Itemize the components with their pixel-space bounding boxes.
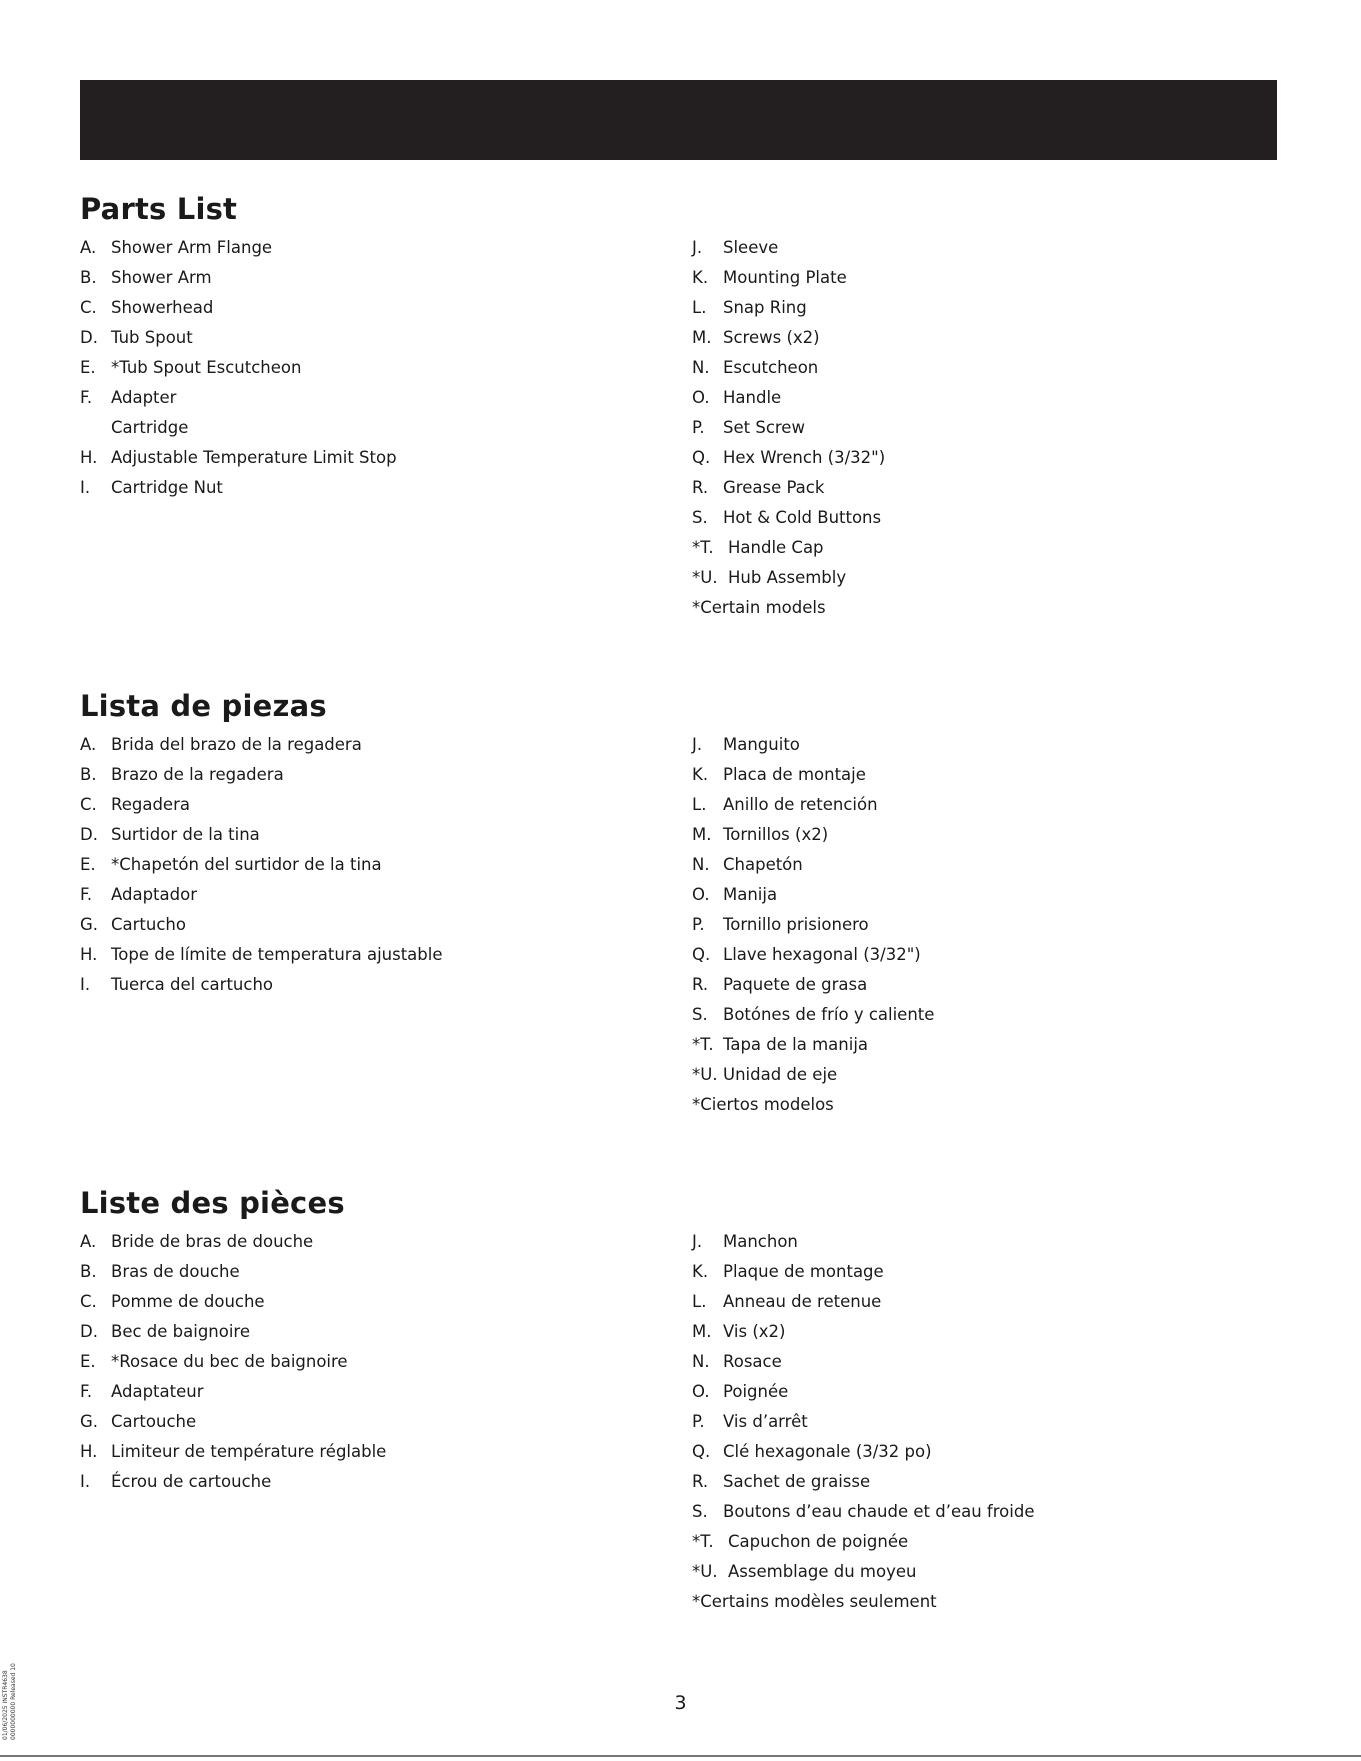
list-item: [692, 730, 934, 760]
item-text: Screws (x2): [723, 328, 820, 347]
list-item: [692, 263, 885, 293]
list-item: [80, 820, 443, 850]
list-item: [80, 1467, 386, 1497]
list-item: [80, 1287, 386, 1317]
item-letter: [80, 413, 111, 443]
item-letter: E.: [80, 1352, 96, 1371]
item-text: Showerhead: [111, 298, 214, 317]
item-letter: A.: [80, 735, 97, 754]
item-text: Mounting Plate: [723, 268, 847, 287]
parts-column-right: [692, 730, 934, 1120]
item-text: Cartridge: [111, 418, 189, 437]
list-item: [692, 1527, 1034, 1557]
list-item: [80, 850, 443, 880]
item-text: Sachet de graisse: [723, 1472, 871, 1491]
item-text: Adaptador: [111, 885, 197, 904]
item-text: Anillo de retención: [723, 795, 878, 814]
item-text: Limiteur de température réglable: [111, 1442, 387, 1461]
item-text: Manchon: [723, 1232, 798, 1251]
list-item: [692, 1347, 1034, 1377]
item-letter: *U.: [692, 568, 718, 587]
item-text: Surtidor de la tina: [111, 825, 260, 844]
item-text: Unidad de eje: [723, 1065, 838, 1084]
item-text: Hex Wrench (3/32"): [723, 448, 886, 467]
list-item: [80, 1407, 386, 1437]
list-item: [692, 1227, 1034, 1257]
list-item: [692, 503, 885, 533]
item-letter: *U.: [692, 1562, 718, 1581]
list-item: [80, 413, 397, 443]
item-letter: L.: [692, 795, 707, 814]
item-text: Tornillos (x2): [723, 825, 829, 844]
list-item: [692, 233, 885, 263]
item-letter: H.: [80, 1442, 98, 1461]
list-item: [692, 1257, 1034, 1287]
item-letter: N.: [692, 1352, 710, 1371]
item-letter: M.: [692, 1322, 712, 1341]
item-letter: N.: [692, 358, 710, 377]
item-letter: C.: [80, 1292, 97, 1311]
parts-column-right: [692, 1227, 1034, 1617]
item-letter: G.: [80, 1412, 99, 1431]
item-letter: I.: [80, 1472, 91, 1491]
item-letter: B.: [80, 268, 97, 287]
item-letter: Q.: [692, 1442, 711, 1461]
item-text: Sleeve: [723, 238, 779, 257]
item-text: Rosace: [723, 1352, 782, 1371]
list-item: [80, 910, 443, 940]
item-text: Bras de douche: [111, 1262, 240, 1281]
list-item: [692, 443, 885, 473]
section-parts-list: [80, 191, 1277, 617]
item-text: Tapa de la manija: [723, 1035, 869, 1054]
item-text: Vis d’arrêt: [723, 1412, 808, 1431]
item-letter: E.: [80, 855, 96, 874]
item-letter: L.: [692, 298, 707, 317]
item-letter: M.: [692, 825, 712, 844]
item-text: Brazo de la regadera: [111, 765, 284, 784]
item-text: Capuchon de poignée: [728, 1532, 909, 1551]
item-letter: K.: [692, 765, 709, 784]
item-letter: Q.: [692, 448, 711, 467]
document-code: 01/06/2025 INSTR4638 0000000000 Released 10: [2, 1663, 17, 1740]
item-letter: *T.: [692, 538, 714, 557]
item-text: Anneau de retenue: [723, 1292, 882, 1311]
list-item: [692, 1317, 1034, 1347]
list-item: [692, 1407, 1034, 1437]
item-letter: F.: [80, 1382, 93, 1401]
item-letter: D.: [80, 1322, 98, 1341]
header-bar: [80, 80, 1277, 160]
item-text: Llave hexagonal (3/32"): [723, 945, 921, 964]
list-item: [692, 1000, 934, 1030]
list-item: [692, 1437, 1034, 1467]
item-text: Adapter: [111, 388, 177, 407]
item-letter: J.: [692, 238, 703, 257]
item-letter: B.: [80, 1262, 97, 1281]
item-letter: *U.: [692, 1065, 718, 1084]
parts-column-right: [692, 233, 885, 623]
footnote: *Certain models: [692, 598, 826, 617]
item-text: Paquete de grasa: [723, 975, 868, 994]
list-item: [692, 533, 885, 563]
item-text: Boutons d’eau chaude et d’eau froide: [723, 1502, 1035, 1521]
item-text: Poignée: [723, 1382, 789, 1401]
parts-column-left: [80, 1227, 386, 1497]
list-item: [80, 1437, 386, 1467]
list-item: [692, 790, 934, 820]
item-text: Tope de límite de temperatura ajustable: [111, 945, 443, 964]
item-text: Cartouche: [111, 1412, 197, 1431]
list-item: [80, 293, 397, 323]
item-text: Plaque de montage: [723, 1262, 884, 1281]
item-letter: F.: [80, 885, 93, 904]
item-text: Brida del brazo de la regadera: [111, 735, 362, 754]
item-letter: H.: [80, 945, 98, 964]
item-text: Manguito: [723, 735, 800, 754]
item-text: Cartucho: [111, 915, 186, 934]
list-item: [80, 1317, 386, 1347]
item-letter: O.: [692, 1382, 710, 1401]
list-item: [692, 1287, 1034, 1317]
bottom-divider: [0, 1755, 1361, 1757]
list-item: [80, 730, 443, 760]
list-item: [692, 293, 885, 323]
list-item: [692, 970, 934, 1000]
list-item: [692, 1030, 934, 1060]
item-text: Shower Arm Flange: [111, 238, 273, 257]
item-letter: O.: [692, 885, 710, 904]
list-item: [80, 1227, 386, 1257]
section-title: Lista de piezas: [80, 689, 327, 723]
item-letter: C.: [80, 795, 97, 814]
item-letter: *T.: [692, 1532, 714, 1551]
item-letter: P.: [692, 915, 705, 934]
footnote: *Certains modèles seulement: [692, 1592, 937, 1611]
list-item: [80, 1377, 386, 1407]
item-text: Handle: [723, 388, 782, 407]
item-letter: I.: [80, 478, 91, 497]
section-title: Parts List: [80, 192, 238, 226]
item-letter: N.: [692, 855, 710, 874]
footnote: *Ciertos modelos: [692, 1095, 834, 1114]
item-text: Hot & Cold Buttons: [723, 508, 882, 527]
list-item: [692, 940, 934, 970]
item-letter: D.: [80, 328, 98, 347]
list-item: [692, 1060, 934, 1090]
list-item: [692, 880, 934, 910]
item-letter: O.: [692, 388, 710, 407]
list-item: [692, 563, 885, 593]
item-letter: K.: [692, 1262, 709, 1281]
list-item: [80, 323, 397, 353]
item-text: Snap Ring: [723, 298, 807, 317]
item-letter: R.: [692, 975, 709, 994]
item-letter: A.: [80, 1232, 97, 1251]
item-text: Tuerca del cartucho: [111, 975, 274, 994]
list-item: [80, 760, 443, 790]
item-letter: E.: [80, 358, 96, 377]
item-text: Tub Spout: [111, 328, 193, 347]
list-item: [692, 760, 934, 790]
item-text: *Rosace du bec de baignoire: [111, 1352, 348, 1371]
list-item: [692, 910, 934, 940]
item-text: Set Screw: [723, 418, 805, 437]
list-item: [80, 1257, 386, 1287]
list-item: [692, 413, 885, 443]
item-text: Shower Arm: [111, 268, 212, 287]
item-text: Tornillo prisionero: [723, 915, 869, 934]
item-text: Écrou de cartouche: [111, 1472, 272, 1491]
list-item: [692, 1557, 1034, 1587]
item-letter: R.: [692, 1472, 709, 1491]
page-number: 3: [674, 1692, 687, 1714]
item-letter: J.: [692, 1232, 703, 1251]
list-item: [692, 353, 885, 383]
item-letter: K.: [692, 268, 709, 287]
item-letter: C.: [80, 298, 97, 317]
item-letter: H.: [80, 448, 98, 467]
item-letter: P.: [692, 418, 705, 437]
section-title: Liste des pièces: [80, 1186, 345, 1220]
list-item: [692, 1377, 1034, 1407]
list-item: [80, 353, 397, 383]
item-text: *Tub Spout Escutcheon: [111, 358, 302, 377]
list-item: [80, 1347, 386, 1377]
parts-column-left: [80, 233, 397, 503]
item-letter: B.: [80, 765, 97, 784]
list-item: [692, 820, 934, 850]
list-item: [692, 850, 934, 880]
section-liste-des-pieces: [80, 1185, 1277, 1611]
list-item: [80, 383, 397, 413]
item-text: Vis (x2): [723, 1322, 786, 1341]
list-item: [80, 263, 397, 293]
item-letter: P.: [692, 1412, 705, 1431]
list-item: [80, 790, 443, 820]
item-text: Hub Assembly: [728, 568, 847, 587]
item-text: Assemblage du moyeu: [728, 1562, 917, 1581]
section-lista-de-piezas: [80, 688, 1277, 1114]
item-text: *Chapetón del surtidor de la tina: [111, 855, 382, 874]
item-letter: M.: [692, 328, 712, 347]
item-text: Botónes de frío y caliente: [723, 1005, 935, 1024]
item-text: Manija: [723, 885, 778, 904]
item-text: Placa de montaje: [723, 765, 866, 784]
list-item: [692, 473, 885, 503]
item-letter: A.: [80, 238, 97, 257]
list-item: [80, 233, 397, 263]
item-text: Chapetón: [723, 855, 803, 874]
list-item: [692, 383, 885, 413]
item-letter: S.: [692, 508, 708, 527]
item-letter: S.: [692, 1005, 708, 1024]
item-letter: G.: [80, 915, 99, 934]
list-item: [80, 443, 397, 473]
item-text: Handle Cap: [728, 538, 824, 557]
item-text: Adaptateur: [111, 1382, 204, 1401]
item-text: Regadera: [111, 795, 190, 814]
list-item: [692, 323, 885, 353]
list-item: [692, 1467, 1034, 1497]
parts-column-left: [80, 730, 443, 1000]
list-item: [80, 880, 443, 910]
item-text: Pomme de douche: [111, 1292, 265, 1311]
item-text: Grease Pack: [723, 478, 825, 497]
item-letter: J.: [692, 735, 703, 754]
item-text: Escutcheon: [723, 358, 819, 377]
item-letter: *T.: [692, 1035, 714, 1054]
item-text: Clé hexagonale (3/32 po): [723, 1442, 932, 1461]
item-text: Bride de bras de douche: [111, 1232, 314, 1251]
list-item: [80, 970, 443, 1000]
item-text: Adjustable Temperature Limit Stop: [111, 448, 397, 467]
item-letter: I.: [80, 975, 91, 994]
item-letter: F.: [80, 388, 93, 407]
list-item: [80, 473, 397, 503]
item-letter: Q.: [692, 945, 711, 964]
item-letter: D.: [80, 825, 98, 844]
item-letter: S.: [692, 1502, 708, 1521]
item-text: Bec de baignoire: [111, 1322, 251, 1341]
list-item: [80, 940, 443, 970]
item-text: Cartridge Nut: [111, 478, 223, 497]
item-letter: L.: [692, 1292, 707, 1311]
item-letter: R.: [692, 478, 709, 497]
list-item: [692, 1497, 1034, 1527]
